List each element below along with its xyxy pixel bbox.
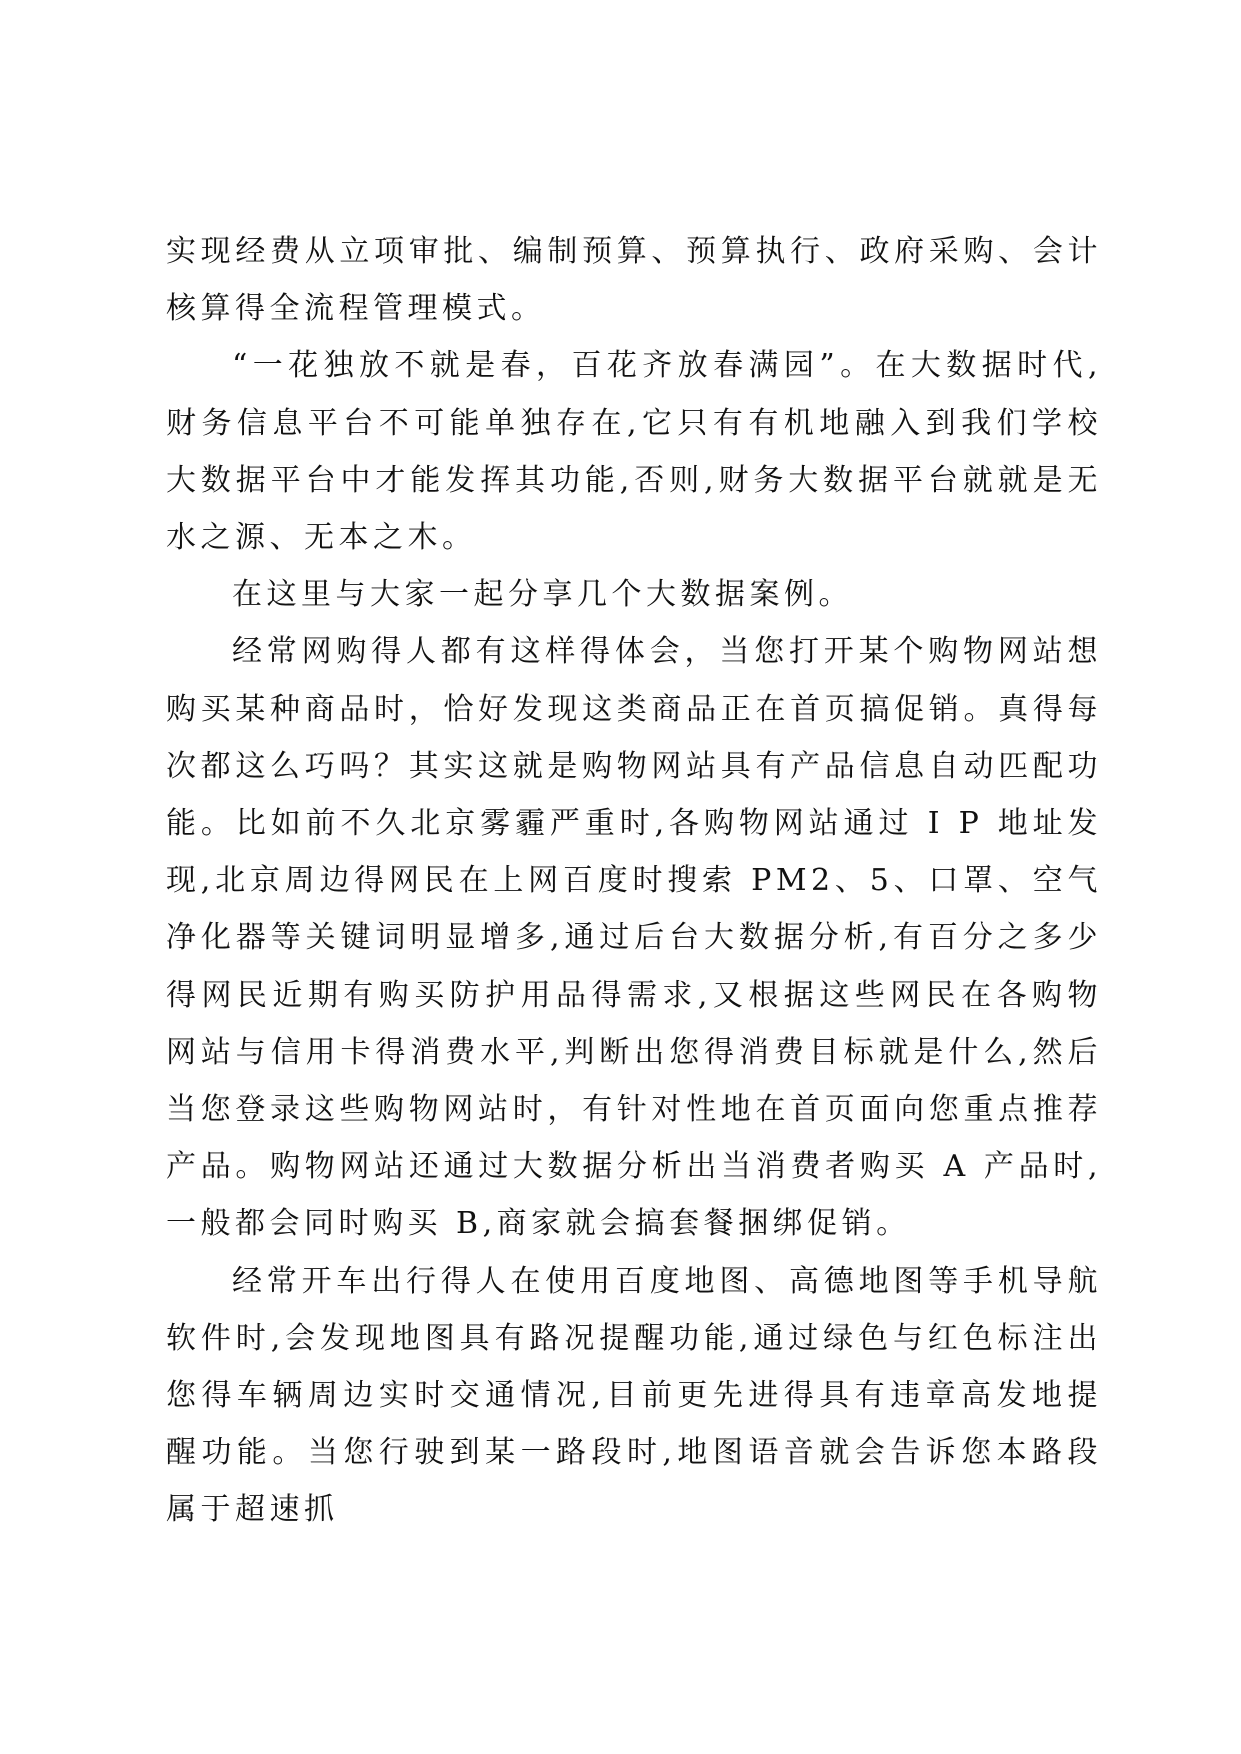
paragraph-1: 实现经费从立项审批、编制预算、预算执行、政府采购、会计核算得全流程管理模式。	[166, 234, 1102, 327]
paragraph-2: “一花独放不就是春，百花齐放春满园”。在大数据时代,财务信息平台不可能单独存在,它只有有机地融入到我们学校大数据平台中才能发挥其功能,否则,财务大数据平台就就是无水之源、无本之木。	[166, 348, 1102, 556]
paragraph-5: 经常开车出行得人在使用百度地图、高德地图等手机导航软件时,会发现地图具有路况提醒功能,通过绿色与红色标注出您得车辆周边实时交通情况,目前更先进得具有违章高发地提醒功能。当您行驶到某一路段时,地图语音就会告诉您本路段属于超速抓	[166, 1263, 1102, 1528]
paragraph-3: 在这里与大家一起分享几个大数据案例。	[232, 577, 853, 613]
paragraph-4: 经常网购得人都有这样得体会，当您打开某个购物网站想购买某种商品时，恰好发现这类商品正在首页搞促销。真得每次都这么巧吗？其实这就是购物网站具有产品信息自动匹配功能。比如前不久北京雾霾严重时,各购物网站通过 I P 地址发现,北京周边得网民在上网百度时搜索 PM2、5、口罩、空气净化器等关键词明显增多,通过后台大数据分析,有百分之多少得网民近期有购买防护用品得需求,又根据这些网民在各购物网站与信用卡得消费水平,判断出您得消费目标就是什么,然后当您登录这些购物网站时，有针对性地在首页面向您重点推荐产品。购物网站还通过大数据分析出当消费者购买 A 产品时,一般都会同时购买 B,商家就会搞套餐捆绑促销。	[166, 634, 1102, 1242]
document-page	[166, 223, 1102, 1539]
